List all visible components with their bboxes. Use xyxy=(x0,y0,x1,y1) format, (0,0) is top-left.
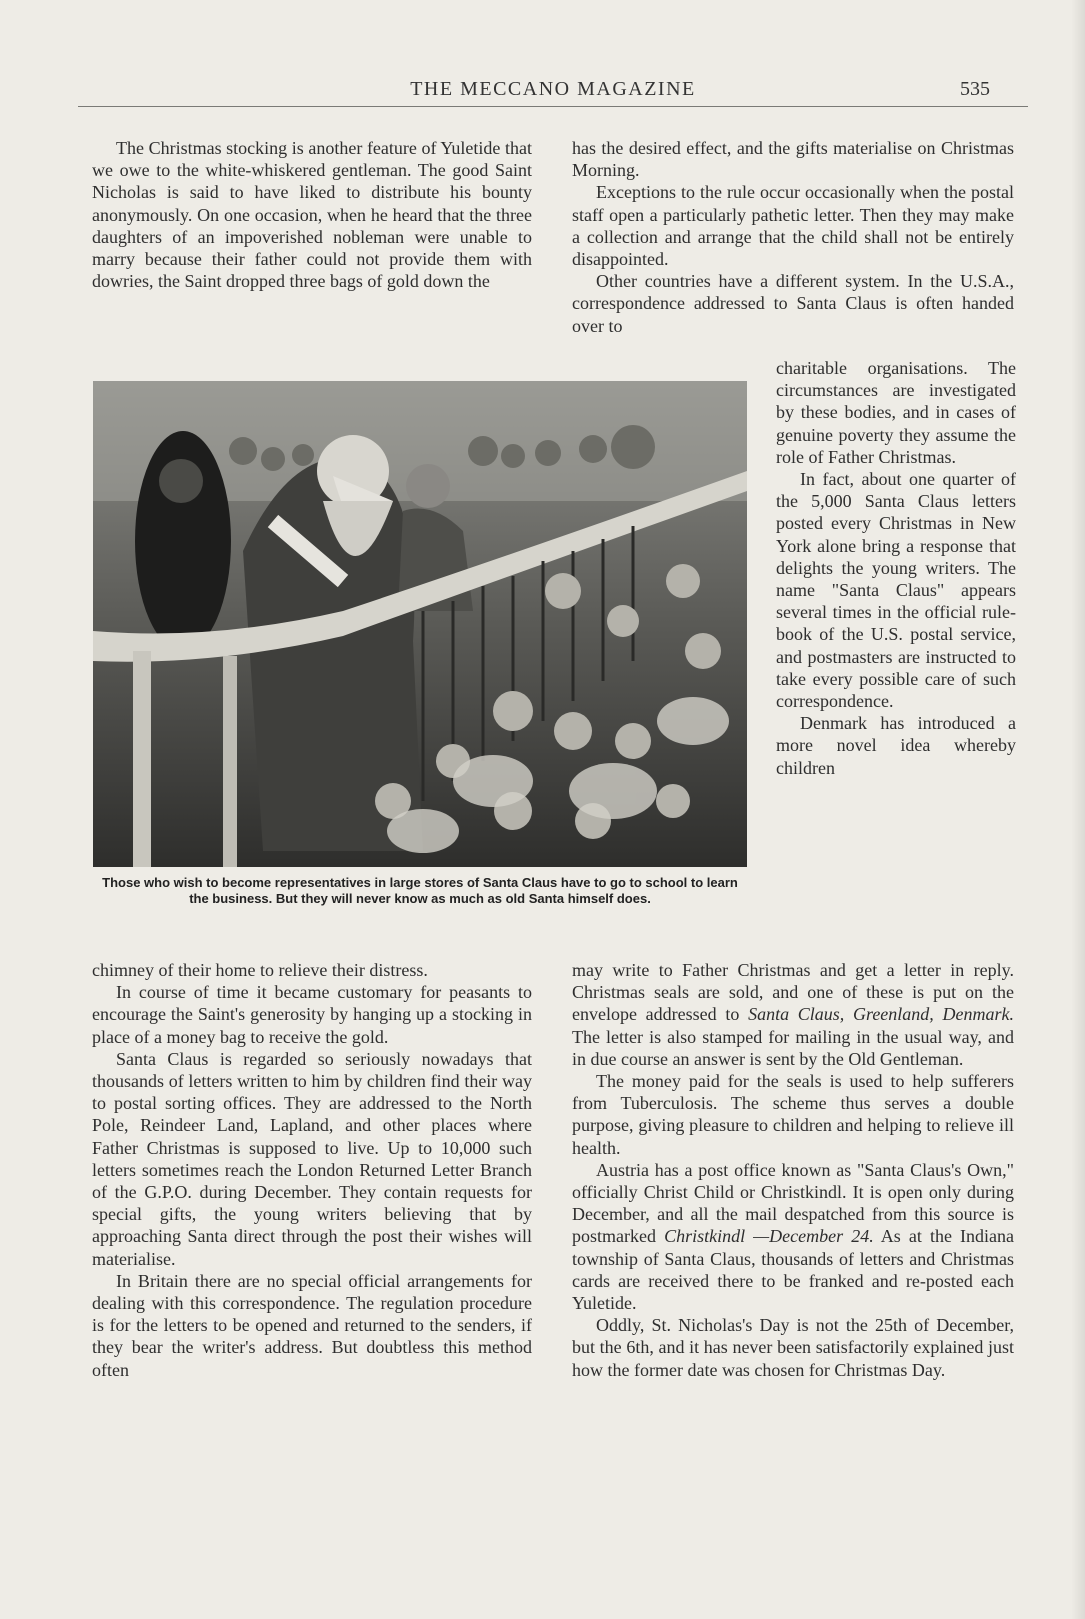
paragraph: Exceptions to the rule occur occasionally when the postal staff open a particularly pathetic letter. Then they may make a collection and arrange that the child shall not be entirely disappointed. xyxy=(572,182,1014,270)
text-run: Austria has a post office known as "Santa Claus's Own," officially Christ Child or Christkindl. It is open only during December, and all the mail despatched from this source is postmarked xyxy=(572,1159,1014,1247)
paragraph: has the desired effect, and the gifts materialise on Christmas Morning. xyxy=(572,138,1014,181)
paragraph: chimney of their home to relieve their distress. xyxy=(92,960,428,980)
page-number: 535 xyxy=(960,78,990,100)
paragraph: The Christmas stocking is another feature of Yuletide that we owe to the white-whiskered gentleman. The good Saint Nicholas is said to have liked to distribute his bounty anonymously. On one occasion, when he heard that the three daughters of an impoverished nobleman were unable to marry because their father could not provide them with dowries, the Saint dropped three bags of gold down the xyxy=(92,138,532,292)
text-run: As at the Indiana township of Santa Claus, thousands of letters and Christmas cards are received there to be franked and re-posted each Yuletide. xyxy=(572,1226,1014,1314)
right-narrow-column xyxy=(776,357,1016,779)
paragraph: Denmark has introduced a more novel idea whereby children xyxy=(776,713,1016,778)
right-column-top xyxy=(572,137,1014,337)
text-run: may write to Father Christmas and get a letter in reply. Christmas seals are sold, and one of these is put on the envelope addressed to xyxy=(572,960,1014,1025)
left-column-bottom xyxy=(92,959,532,1381)
paragraph: The money paid for the seals is used to help sufferers from Tuberculosis. The scheme thus serves a double purpose, giving pleasure to children and helping to relieve ill health. xyxy=(572,1071,1014,1158)
paragraph: In Britain there are no special official arrangements for dealing with this correspondence. The regulation procedure is for the letters to be opened and returned to the senders, if they bear the writer's address. But doubtless this method often xyxy=(92,1270,532,1380)
right-column-bottom xyxy=(572,959,1014,1381)
paragraph: Other countries have a different system. In the U.S.A., correspondence addressed to Santa Claus is often handed over to xyxy=(572,271,1014,336)
italic-postmark: Christkindl —December 24. xyxy=(664,1226,874,1247)
paragraph xyxy=(572,1159,1014,1314)
photo-caption: Those who wish to become representatives in large stores of Santa Claus have to go to school to learn the business. But they will never know as much as old Santa himself does. xyxy=(102,875,738,906)
page-edge-shadow xyxy=(1071,0,1085,1619)
italic-address: Santa Claus, Greenland, Denmark. xyxy=(748,1004,1014,1025)
magazine-title: THE MECCANO MAGAZINE xyxy=(410,78,696,100)
paragraph: Oddly, St. Nicholas's Day is not the 25th of December, but the 6th, and it has never been satisfactorily explained just how the former date was chosen for Christmas Day. xyxy=(572,1315,1014,1380)
paragraph: In fact, about one quarter of the 5,000 Santa Claus letters posted every Christmas in New York alone bring a response that delights the young writers. The name "Santa Claus" appears several times in the official rule-book of the U.S. postal service, and postmasters are instructed to take every possible care of such correspondence. xyxy=(776,469,1016,712)
santa-photo xyxy=(93,381,747,867)
paragraph xyxy=(572,959,1014,1070)
page-header xyxy=(78,72,1028,107)
text-run: The letter is also stamped for mailing in the usual way, and in due course an answer is sent by the Old Gentleman. xyxy=(572,1026,1014,1069)
left-column-top xyxy=(92,137,532,292)
paragraph: In course of time it became customary for peasants to encourage the Saint's generosity by hanging up a stocking in place of a money bag to receive the gold. xyxy=(92,982,532,1047)
paragraph: charitable organisations. The circumstances are investigated by these bodies, and in cases of genuine poverty they assume the role of Father Christmas. xyxy=(776,358,1016,467)
paragraph: Santa Claus is regarded so seriously nowadays that thousands of letters written to him by children find their way to postal sorting offices. They are addressed to the North Pole, Reindeer Land, Lapland, and other places where Father Christmas is supposed to live. Up to 10,000 such letters sometimes reach the London Returned Letter Branch of the G.P.O. during December. They contain requests for special gifts, the young writers believing that by approaching Santa direct through the post their wishes will materialise. xyxy=(92,1048,532,1269)
